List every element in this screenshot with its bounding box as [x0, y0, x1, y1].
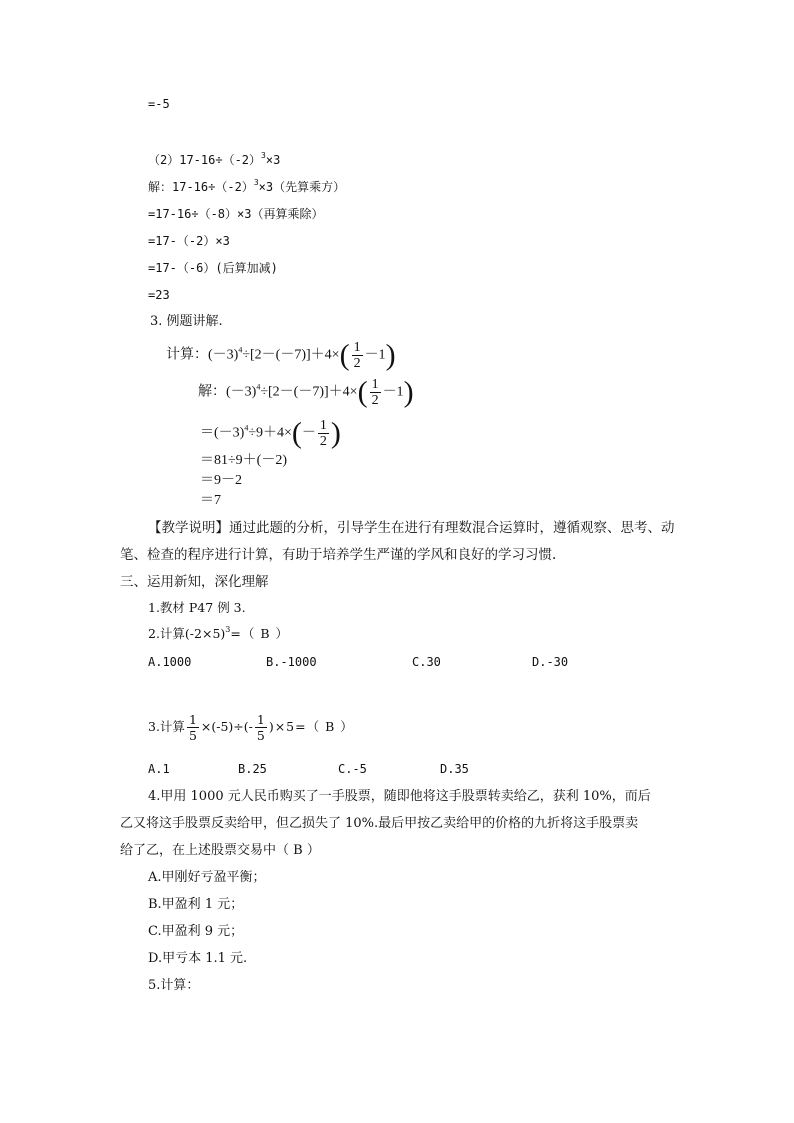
problem-2-tail: ×3 — [265, 153, 281, 167]
fraction-half — [370, 377, 381, 408]
question-2-option-b: B.-1000 — [266, 655, 317, 669]
solution-step-3: =17-（-2）×3 — [148, 234, 230, 248]
paren-close: ) — [385, 338, 396, 372]
solution-step-4: =17-（-6）(后算加减) — [148, 261, 278, 275]
question-2-option-a: A.1000 — [148, 655, 192, 669]
example-solution-2-mid: ÷9＋4× — [248, 425, 292, 441]
fraction-fifth — [187, 712, 199, 743]
solution-step-1-tail: ×3（先算乘方） — [258, 180, 346, 194]
question-2 — [148, 626, 289, 642]
example-problem-prefix: 计算：(－3) — [166, 347, 239, 363]
line-result-neg5: =-5 — [148, 97, 170, 111]
problem-2-text: （2）17-16÷（-2） — [148, 153, 262, 167]
fraction-half — [352, 340, 363, 371]
teaching-note-line-2: 笔、检查的程序进行计算，有助于培养学生严谨的学风和良好的学习习惯. — [120, 547, 557, 563]
solution-result: =23 — [148, 288, 170, 302]
question-3-answer: )×5=（ B ） — [268, 719, 354, 734]
question-4-option-a: A.甲刚好亏盈平衡； — [148, 870, 266, 885]
section-heading: 三、运用新知，深化理解 — [120, 574, 269, 590]
fraction-half — [318, 418, 329, 449]
question-1: 1.教材 P47 例 3. — [148, 600, 246, 615]
example-problem — [166, 340, 396, 371]
example-problem-tail: －1 — [364, 347, 386, 363]
paren-open: ( — [291, 416, 302, 450]
exponent: 4 — [244, 423, 249, 433]
denominator: 5 — [256, 728, 265, 743]
question-2-answer: =（ B ） — [230, 626, 289, 641]
minus-sign: － — [301, 425, 316, 441]
question-3-mid: ×(-5)÷(- — [200, 719, 253, 734]
teaching-note-line-1: 【教学说明】通过此题的分析，引导学生在进行有理数混合运算时，遵循观察、思考、动 — [148, 520, 675, 536]
question-4-line-3: 给了乙，在上述股票交易中（ B ） — [120, 843, 320, 858]
question-2-option-d: D.-30 — [532, 655, 569, 669]
solution-step-1-text: 解：17-16÷（-2） — [148, 180, 254, 194]
question-3-option-b: B.25 — [238, 762, 267, 776]
numerator: 1 — [256, 712, 265, 727]
denominator: 2 — [353, 356, 361, 371]
exponent: 3 — [261, 151, 266, 160]
denominator: 2 — [371, 393, 379, 408]
example-problem-mid: ÷[2－(－7)]＋4× — [242, 347, 340, 363]
exponent: 3 — [225, 625, 231, 634]
fraction-fifth — [255, 712, 267, 743]
example-solution-result: ＝7 — [200, 493, 221, 508]
example-heading: 3. 例题讲解. — [150, 314, 223, 329]
question-3-option-c: C.-5 — [338, 762, 367, 776]
solution-step-2: =17-16÷（-8）×3（再算乘除） — [148, 207, 324, 221]
example-solution-3: ＝81÷9＋(－2) — [200, 453, 288, 468]
example-solution-prefix: 解：(－3) — [198, 384, 257, 400]
question-5: 5.计算： — [148, 978, 200, 993]
paren-close: ) — [403, 375, 414, 409]
numerator: 1 — [353, 340, 361, 355]
question-3-option-d: D.35 — [440, 762, 469, 776]
question-3 — [148, 710, 354, 744]
example-solution-2-prefix: ＝(－3) — [200, 425, 245, 441]
solution-step-1 — [148, 179, 345, 195]
paren-open: ( — [339, 338, 350, 372]
example-solution-tail: －1 — [382, 384, 404, 400]
problem-2-statement — [148, 152, 280, 168]
denominator: 2 — [319, 434, 327, 449]
question-3-text: 3.计算 — [148, 719, 185, 734]
numerator: 1 — [188, 712, 197, 727]
example-solution-4: ＝9－2 — [200, 473, 242, 488]
numerator: 1 — [371, 377, 379, 392]
question-4-line-1: 4.甲用 1000 元人民币购买了一手股票，随即他将这手股票转卖给乙，获利 10%，而后 — [148, 789, 651, 804]
question-2-option-c: C.30 — [412, 655, 441, 669]
exponent: 4 — [256, 382, 261, 392]
question-4-line-2: 乙又将这手股票反卖给甲，但乙损失了 10%.最后甲按乙卖给甲的价格的九折将这手股票卖 — [120, 816, 639, 831]
paren-close: ) — [330, 416, 341, 450]
question-4-option-c: C.甲盈利 9 元； — [148, 924, 244, 939]
example-solution-mid: ÷[2－(－7)]＋4× — [260, 384, 358, 400]
exponent: 4 — [238, 345, 243, 355]
exponent: 3 — [253, 178, 259, 187]
question-4-option-d: D.甲亏本 1.1 元. — [148, 951, 248, 966]
numerator: 1 — [319, 418, 327, 433]
question-4-option-b: B.甲盈利 1 元； — [148, 897, 244, 912]
denominator: 5 — [188, 728, 197, 743]
example-solution-2 — [200, 418, 341, 449]
example-solution-1 — [198, 377, 414, 408]
paren-open: ( — [357, 375, 368, 409]
question-2-text: 2.计算(-2×5) — [148, 626, 226, 641]
question-3-option-a: A.1 — [148, 762, 170, 776]
